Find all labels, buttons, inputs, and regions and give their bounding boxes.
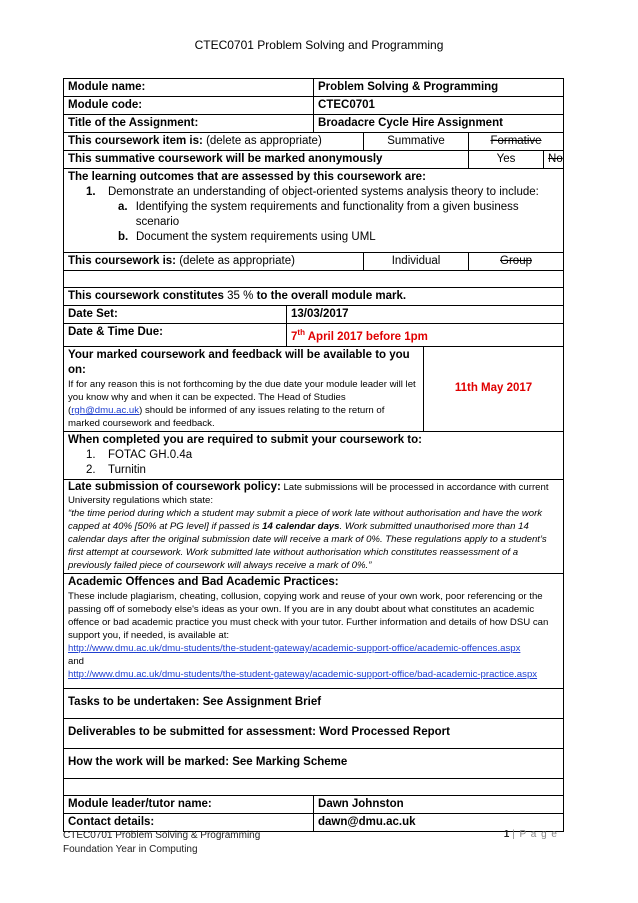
group-option: Group — [469, 253, 564, 271]
date-set-value: 13/03/2017 — [287, 306, 564, 324]
anonymous-label: This summative coursework will be marked anonymously — [64, 151, 469, 169]
date-due-value: 7th April 2017 before 1pm — [287, 324, 564, 347]
submit-item-1: 1. FOTAC GH.0.4a — [86, 448, 193, 461]
learning-outcome-item: 1. Demonstrate an understanding of object-oriented systems analysis theory to include: — [86, 186, 539, 198]
submit-cell — [64, 431, 564, 479]
row-late-submission — [64, 479, 564, 573]
coursework-item-note: (delete as appropriate) — [206, 135, 322, 147]
module-code-value: CTEC0701 — [314, 97, 564, 115]
row-tasks — [64, 688, 564, 718]
coursework-cover-table — [63, 78, 564, 832]
row-constitutes — [64, 288, 564, 306]
deliverables-text: Deliverables to be submitted for assessment: Word Processed Report — [64, 718, 564, 748]
module-name-value: Problem Solving & Programming — [314, 79, 564, 97]
page-header: CTEC0701 Problem Solving and Programming — [194, 38, 444, 52]
coursework-is-cell: This coursework is: (delete as appropriate) — [64, 253, 364, 271]
row-assignment-title — [64, 115, 564, 133]
row-anonymous — [64, 151, 564, 169]
module-leader-label: Module leader/tutor name: — [64, 795, 314, 813]
footer-line-1: CTEC0701 Problem Solving & Programming — [63, 830, 261, 841]
row-spacer-2 — [64, 778, 564, 795]
academic-offences-text: These include plagiarism, cheating, collusion, copying work and reuse of your own work, poor referencing or the passing off of somebody else's ideas as your own. If you are in any doubt about what constitutes an academic offence or bad academic practice you must check with your tutor. Further information and details of how DSU can support you, if needed, is available at: — [68, 590, 549, 641]
row-submit — [64, 431, 564, 479]
page-footer — [63, 829, 260, 857]
module-leader-value: Dawn Johnston — [314, 795, 564, 813]
learning-outcomes-heading: The learning outcomes that are assessed by this coursework are: — [68, 171, 426, 183]
feedback-cell — [64, 346, 424, 431]
tasks-text: Tasks to be undertaken: See Assignment Brief — [64, 688, 564, 718]
learning-outcome-sub-b: b. Document the system requirements using UML — [118, 231, 376, 243]
late-policy-heading: Late submission of coursework policy: — [68, 480, 281, 493]
bad-academic-practice-link[interactable]: http://www.dmu.ac.uk/dmu-students/the-student-gateway/academic-support-office/bad-academic-practice.aspx — [68, 668, 538, 680]
module-mark-percentage: 35 % — [227, 290, 254, 302]
footer-line-2: Foundation Year in Computing — [63, 844, 198, 855]
row-date-due — [64, 324, 564, 347]
anonymous-yes: Yes — [469, 151, 544, 169]
row-spacer — [64, 271, 564, 288]
row-deliverables — [64, 718, 564, 748]
page-number-label: | P a g e — [512, 829, 558, 840]
row-marking — [64, 748, 564, 778]
row-coursework-is — [64, 253, 564, 271]
row-academic-offences — [64, 573, 564, 688]
academic-offences-link[interactable]: http://www.dmu.ac.uk/dmu-students/the-student-gateway/academic-support-office/academic-offences.aspx — [68, 642, 521, 654]
coursework-is-label: This coursework is: — [68, 255, 177, 267]
row-module-leader — [64, 795, 564, 813]
row-coursework-item — [64, 133, 564, 151]
marking-text: How the work will be marked: See Marking Scheme — [64, 748, 564, 778]
contact-value: dawn@dmu.ac.uk — [314, 813, 564, 831]
academic-offences-heading: Academic Offences and Bad Academic Practices: — [68, 575, 339, 588]
module-code-label: Module code: — [64, 97, 314, 115]
feedback-date: 11th May 2017 — [424, 346, 564, 431]
submit-item-2: 2. Turnitin — [86, 463, 146, 476]
page-number-value: 1 — [503, 829, 510, 840]
coursework-item-label: This coursework item is: — [68, 135, 203, 147]
anonymous-no: No — [544, 151, 564, 169]
feedback-heading: Your marked coursework and feedback will be available to you on: — [68, 348, 410, 376]
row-learning-outcomes — [64, 169, 564, 253]
feedback-text: If for any reason this is not forthcoming by the due date your module leader will let you know why and when it can be expected. The Head of Studies (rgh@dmu.ac.uk) should be informed of any issues relating to the return of marked coursework and feedback. — [68, 378, 416, 429]
head-of-studies-email-link[interactable]: rgh@dmu.ac.uk — [71, 404, 140, 416]
constitutes-cell: This coursework constitutes 35 % to the overall module mark. — [64, 288, 564, 306]
row-module-code — [64, 97, 564, 115]
submit-heading: When completed you are required to submit your coursework to: — [68, 433, 422, 446]
contact-label: Contact details: — [64, 813, 314, 831]
late-policy-quote: “the time period during which a student may submit a piece of work late without authorisation and have the work capped at 40% [50% at PG level] if passed is 14 calendar days. Work submitted unauthorised more than 14 calendar days after the original submission date will receive a mark of 0%. These regulations apply to a student’s first attempt at coursework. Work submitted late without authorisation which constitutes reassessment of a previously failed piece of coursework will always receive a mark of 0%.” — [68, 507, 547, 571]
page-number — [504, 829, 558, 840]
late-submission-cell: Late submission of coursework policy: Late submissions will be processed in accordance with current University regulations which state: “the time period during which a student may submit a piece of work late without authorisation and have the work capped at 40% [50% at PG level] if passed is 14 calendar days. Work submitted unauthorised more than 14 calendar days after the original submission date will receive a mark of 0%. These regulations apply to a student’s first attempt at coursework. Work submitted late without authorisation which constitutes reassessment of a previously failed piece of coursework will always receive a mark of 0%.” — [64, 479, 564, 573]
assignment-title-value: Broadacre Cycle Hire Assignment — [314, 115, 564, 133]
assignment-title-label: Title of the Assignment: — [64, 115, 314, 133]
coursework-item-cell — [64, 133, 364, 151]
academic-offences-cell: Academic Offences and Bad Academic Practices: These include plagiarism, cheating, collusion, copying work and reuse of your own work, poor referencing or the passing off of somebody else's ideas as your own. If you are in any doubt about what constitutes an academic offence or bad academic practice you must check with your tutor. Further information and details of how DSU can support you, if needed, is available at: http://www.dmu.ac.uk/dmu-students/the-student-gateway/academic-support-office/academic-offences.aspx and http://www.dmu.ac.uk/dmu-students/the-student-gateway/academic-support-office/bad-academic-practice.aspx — [64, 573, 564, 688]
individual-option: Individual — [364, 253, 469, 271]
row-module-name — [64, 79, 564, 97]
learning-outcomes-cell — [64, 169, 564, 253]
date-set-label: Date Set: — [64, 306, 287, 324]
learning-outcome-sub-a: a. Identifying the system requirements and functionality from a given business scenario — [118, 201, 519, 228]
formative-option: Formative — [469, 133, 564, 151]
date-due-label: Date & Time Due: — [64, 324, 287, 347]
summative-option: Summative — [364, 133, 469, 151]
learning-outcome-text: Demonstrate an understanding of object-oriented systems analysis theory to include: — [108, 186, 539, 198]
row-date-set — [64, 306, 564, 324]
module-name-label: Module name: — [64, 79, 314, 97]
row-feedback — [64, 346, 564, 431]
